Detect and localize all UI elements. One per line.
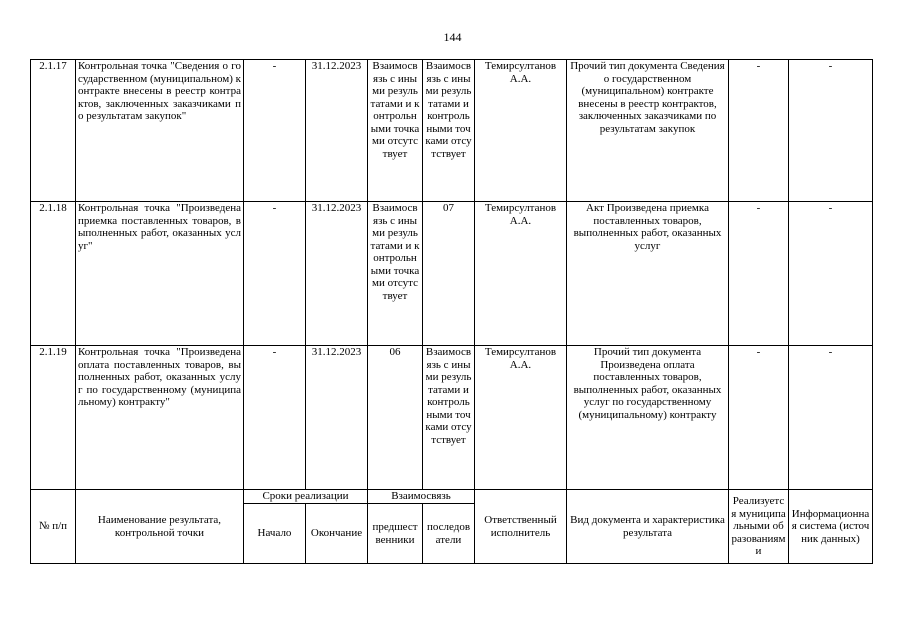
info-system: - <box>789 346 873 490</box>
header-link: Взаимосвязь <box>368 490 475 504</box>
row-number: 2.1.17 <box>31 60 76 202</box>
table-row <box>31 346 873 490</box>
header-name: Наименование результата, контрольной точки <box>76 490 244 564</box>
info-system: - <box>789 60 873 202</box>
responsible: Темирсултанов А.А. <box>475 202 567 346</box>
predecessors: 06 <box>368 346 423 490</box>
table-row <box>31 60 873 202</box>
successors: Взаимосвязь с иными результатами и контрольными точками отсутствует <box>423 60 475 202</box>
header-info-system: Информационная система (источник данных) <box>789 490 873 564</box>
info-system: - <box>789 202 873 346</box>
page-number: 144 <box>443 30 462 44</box>
end-date: 31.12.2023 <box>306 346 368 490</box>
end-date: 31.12.2023 <box>306 202 368 346</box>
table-row <box>31 202 873 346</box>
start-date: - <box>244 346 306 490</box>
start-date: - <box>244 202 306 346</box>
realized-by-municipality: - <box>729 346 789 490</box>
document-type: Прочий тип документа Произведена оплата поставленных товаров, выполненных работ, оказанных услуг по государственному (муниципальному) контракту <box>567 346 729 490</box>
predecessors: Взаимосвязь с иными результатами и контрольными точками отсутствует <box>368 202 423 346</box>
predecessors: Взаимосвязь с иными результатами и контрольными точками отсутствует <box>368 60 423 202</box>
results-table <box>30 59 873 564</box>
header-terms: Сроки реализации <box>244 490 368 504</box>
header-document: Вид документа и характеристика результата <box>567 490 729 564</box>
document-type: Прочий тип документа Сведения о государственном (муниципальном) контракте внесены в реестр контрактов, заключенных заказчиками по результатам закупок <box>567 60 729 202</box>
responsible: Темирсултанов А.А. <box>475 60 567 202</box>
header-end: Окончание <box>306 504 368 564</box>
result-name: Контрольная точка "Произведена приемка поставленных товаров, выполненных работ, оказанных услуг" <box>76 202 244 346</box>
row-number: 2.1.18 <box>31 202 76 346</box>
result-name: Контрольная точка "Сведения о государственном (муниципальном) контракте внесены в реестр контрактов, заключенных заказчиками по результатам закупок" <box>76 60 244 202</box>
result-name: Контрольная точка "Произведена оплата поставленных товаров, выполненных работ, оказанных услуг по государственному (муниципальному) контракту" <box>76 346 244 490</box>
start-date: - <box>244 60 306 202</box>
successors: 07 <box>423 202 475 346</box>
realized-by-municipality: - <box>729 60 789 202</box>
realized-by-municipality: - <box>729 202 789 346</box>
row-number: 2.1.19 <box>31 346 76 490</box>
document-type: Акт Произведена приемка поставленных товаров, выполненных работ, оказанных услуг <box>567 202 729 346</box>
header-successors: последователи <box>423 504 475 564</box>
header-number: № п/п <box>31 490 76 564</box>
header-start: Начало <box>244 504 306 564</box>
header-row-top <box>31 490 873 504</box>
header-responsible: Ответственный исполнитель <box>475 490 567 564</box>
header-realized: Реализуется муниципальными образованиями <box>729 490 789 564</box>
successors: Взаимосвязь с иными результатами и контрольными точками отсутствует <box>423 346 475 490</box>
end-date: 31.12.2023 <box>306 60 368 202</box>
responsible: Темирсултанов А.А. <box>475 346 567 490</box>
header-predecessors: предшественники <box>368 504 423 564</box>
